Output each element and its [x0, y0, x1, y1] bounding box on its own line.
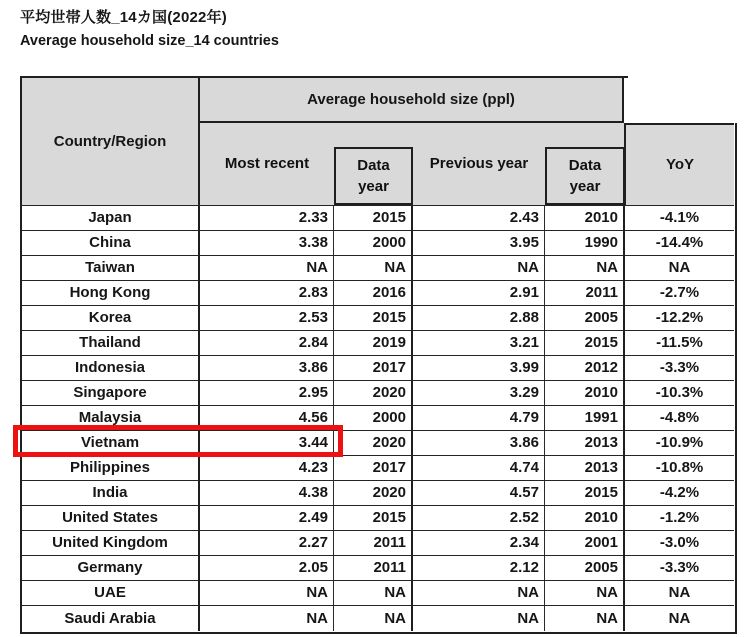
cell-previous-year: 3.95 — [413, 231, 545, 256]
cell-data-year-2: NA — [545, 581, 625, 606]
cell-most-recent: 4.38 — [200, 481, 334, 506]
cell-data-year-2: NA — [545, 606, 625, 631]
cell-country: Philippines — [22, 456, 200, 481]
cell-country: Japan — [22, 206, 200, 231]
cell-yoy: -1.2% — [625, 506, 734, 531]
cell-yoy: -4.8% — [625, 406, 734, 431]
cell-previous-year: 2.12 — [413, 556, 545, 581]
cell-country: United States — [22, 506, 200, 531]
cell-most-recent: NA — [200, 581, 334, 606]
cell-previous-year: 2.34 — [413, 531, 545, 556]
cell-country: Indonesia — [22, 356, 200, 381]
cell-previous-year: NA — [413, 606, 545, 631]
cell-country: Korea — [22, 306, 200, 331]
cell-previous-year: 2.88 — [413, 306, 545, 331]
cell-most-recent: 4.23 — [200, 456, 334, 481]
cell-data-year-2: 2010 — [545, 206, 625, 231]
header-data-year-1 — [334, 147, 413, 205]
cell-data-year: 2015 — [334, 506, 413, 531]
cell-most-recent: 2.83 — [200, 281, 334, 306]
cell-data-year: 2015 — [334, 306, 413, 331]
cell-data-year-2: 2005 — [545, 556, 625, 581]
cell-yoy: -4.1% — [625, 206, 734, 231]
cell-most-recent: 3.44 — [200, 431, 334, 456]
cell-country: United Kingdom — [22, 531, 200, 556]
cell-data-year: 2019 — [334, 331, 413, 356]
cell-data-year-2: 2001 — [545, 531, 625, 556]
cell-yoy: -11.5% — [625, 331, 734, 356]
cell-data-year-2: 2013 — [545, 456, 625, 481]
cell-yoy: NA — [625, 256, 734, 281]
cell-data-year: 2015 — [334, 206, 413, 231]
cell-yoy: -4.2% — [625, 481, 734, 506]
page-title-english: Average household size_14 countries — [20, 33, 279, 49]
cell-data-year-2: 2013 — [545, 431, 625, 456]
cell-most-recent: 2.05 — [200, 556, 334, 581]
cell-data-year: 2020 — [334, 431, 413, 456]
cell-previous-year: 4.74 — [413, 456, 545, 481]
cell-data-year: 2000 — [334, 231, 413, 256]
cell-previous-year: 4.79 — [413, 406, 545, 431]
header-country-region: Country/Region — [22, 78, 200, 205]
cell-most-recent: 4.56 — [200, 406, 334, 431]
cell-country: Thailand — [22, 331, 200, 356]
header-data-year-1-label: Data year — [357, 156, 390, 195]
cell-most-recent: 2.95 — [200, 381, 334, 406]
cell-previous-year: NA — [413, 581, 545, 606]
cell-data-year: 2017 — [334, 356, 413, 381]
cell-data-year: 2017 — [334, 456, 413, 481]
household-size-table — [20, 76, 737, 634]
cell-previous-year: 3.29 — [413, 381, 545, 406]
cell-previous-year: 3.21 — [413, 331, 545, 356]
cell-country: Saudi Arabia — [22, 606, 200, 631]
cell-data-year: 2011 — [334, 531, 413, 556]
cell-yoy: NA — [625, 581, 734, 606]
cell-previous-year: 3.99 — [413, 356, 545, 381]
cell-country: Hong Kong — [22, 281, 200, 306]
cell-data-year-2: NA — [545, 256, 625, 281]
cell-data-year: 2020 — [334, 381, 413, 406]
cell-previous-year: 3.86 — [413, 431, 545, 456]
cell-data-year-2: 2015 — [545, 481, 625, 506]
cell-yoy: -10.9% — [625, 431, 734, 456]
cell-data-year-2: 2005 — [545, 306, 625, 331]
cell-most-recent: NA — [200, 606, 334, 631]
cell-yoy: -10.8% — [625, 456, 734, 481]
cell-previous-year: 2.43 — [413, 206, 545, 231]
cell-data-year: 2011 — [334, 556, 413, 581]
cell-country: Germany — [22, 556, 200, 581]
cell-yoy: NA — [668, 609, 691, 627]
cell-yoy: -14.4% — [625, 231, 734, 256]
header-previous-year: Previous year — [429, 155, 529, 172]
cell-previous-year: 2.91 — [413, 281, 545, 306]
cell-country: Vietnam — [22, 431, 200, 456]
cell-country: India — [22, 481, 200, 506]
cell-yoy: -2.7% — [625, 281, 734, 306]
cell-data-year-2: 2015 — [545, 331, 625, 356]
cell-country: China — [22, 231, 200, 256]
cell-data-year: NA — [334, 581, 413, 606]
cell-previous-year: NA — [413, 256, 545, 281]
cell-data-year-2: 2012 — [545, 356, 625, 381]
cell-data-year-2: 2010 — [545, 381, 625, 406]
header-group-average-household-size: Average household size (ppl) — [200, 78, 624, 123]
cell-country: Malaysia — [22, 406, 200, 431]
page-title-japanese: 平均世帯人数_14カ国(2022年) — [20, 9, 227, 26]
cell-data-year-2: 1990 — [545, 231, 625, 256]
cell-yoy: -3.0% — [625, 531, 734, 556]
cell-data-year: 2016 — [334, 281, 413, 306]
cell-yoy: -3.3% — [625, 556, 734, 581]
cell-yoy: -10.3% — [625, 381, 734, 406]
cell-yoy: -3.3% — [625, 356, 734, 381]
header-subrow — [200, 123, 624, 205]
header-data-year-2 — [545, 147, 625, 205]
cell-most-recent: 2.33 — [200, 206, 334, 231]
cell-country: UAE — [22, 581, 200, 606]
cell-most-recent: 2.53 — [200, 306, 334, 331]
table-corner-notch — [628, 76, 738, 123]
cell-most-recent: 3.86 — [200, 356, 334, 381]
cell-data-year-2: 2010 — [545, 506, 625, 531]
cell-data-year: NA — [334, 606, 413, 631]
table-body — [22, 205, 734, 631]
cell-previous-year: 4.57 — [413, 481, 545, 506]
cell-data-year-2: 1991 — [545, 406, 625, 431]
cell-most-recent: NA — [200, 256, 334, 281]
cell-yoy: -12.2% — [625, 306, 734, 331]
header-data-year-2-label: Data year — [568, 156, 602, 195]
cell-data-year: 2000 — [334, 406, 413, 431]
cell-country: Singapore — [22, 381, 200, 406]
cell-country: Taiwan — [22, 256, 200, 281]
cell-data-year-2: 2011 — [545, 281, 625, 306]
cell-most-recent: 2.49 — [200, 506, 334, 531]
cell-most-recent: 2.84 — [200, 331, 334, 356]
cell-most-recent: 3.38 — [200, 231, 334, 256]
cell-previous-year: 2.52 — [413, 506, 545, 531]
header-yoy: YoY — [624, 123, 734, 205]
cell-data-year: NA — [334, 256, 413, 281]
header-most-recent: Most recent — [224, 155, 310, 172]
cell-data-year: 2020 — [334, 481, 413, 506]
cell-most-recent: 2.27 — [200, 531, 334, 556]
